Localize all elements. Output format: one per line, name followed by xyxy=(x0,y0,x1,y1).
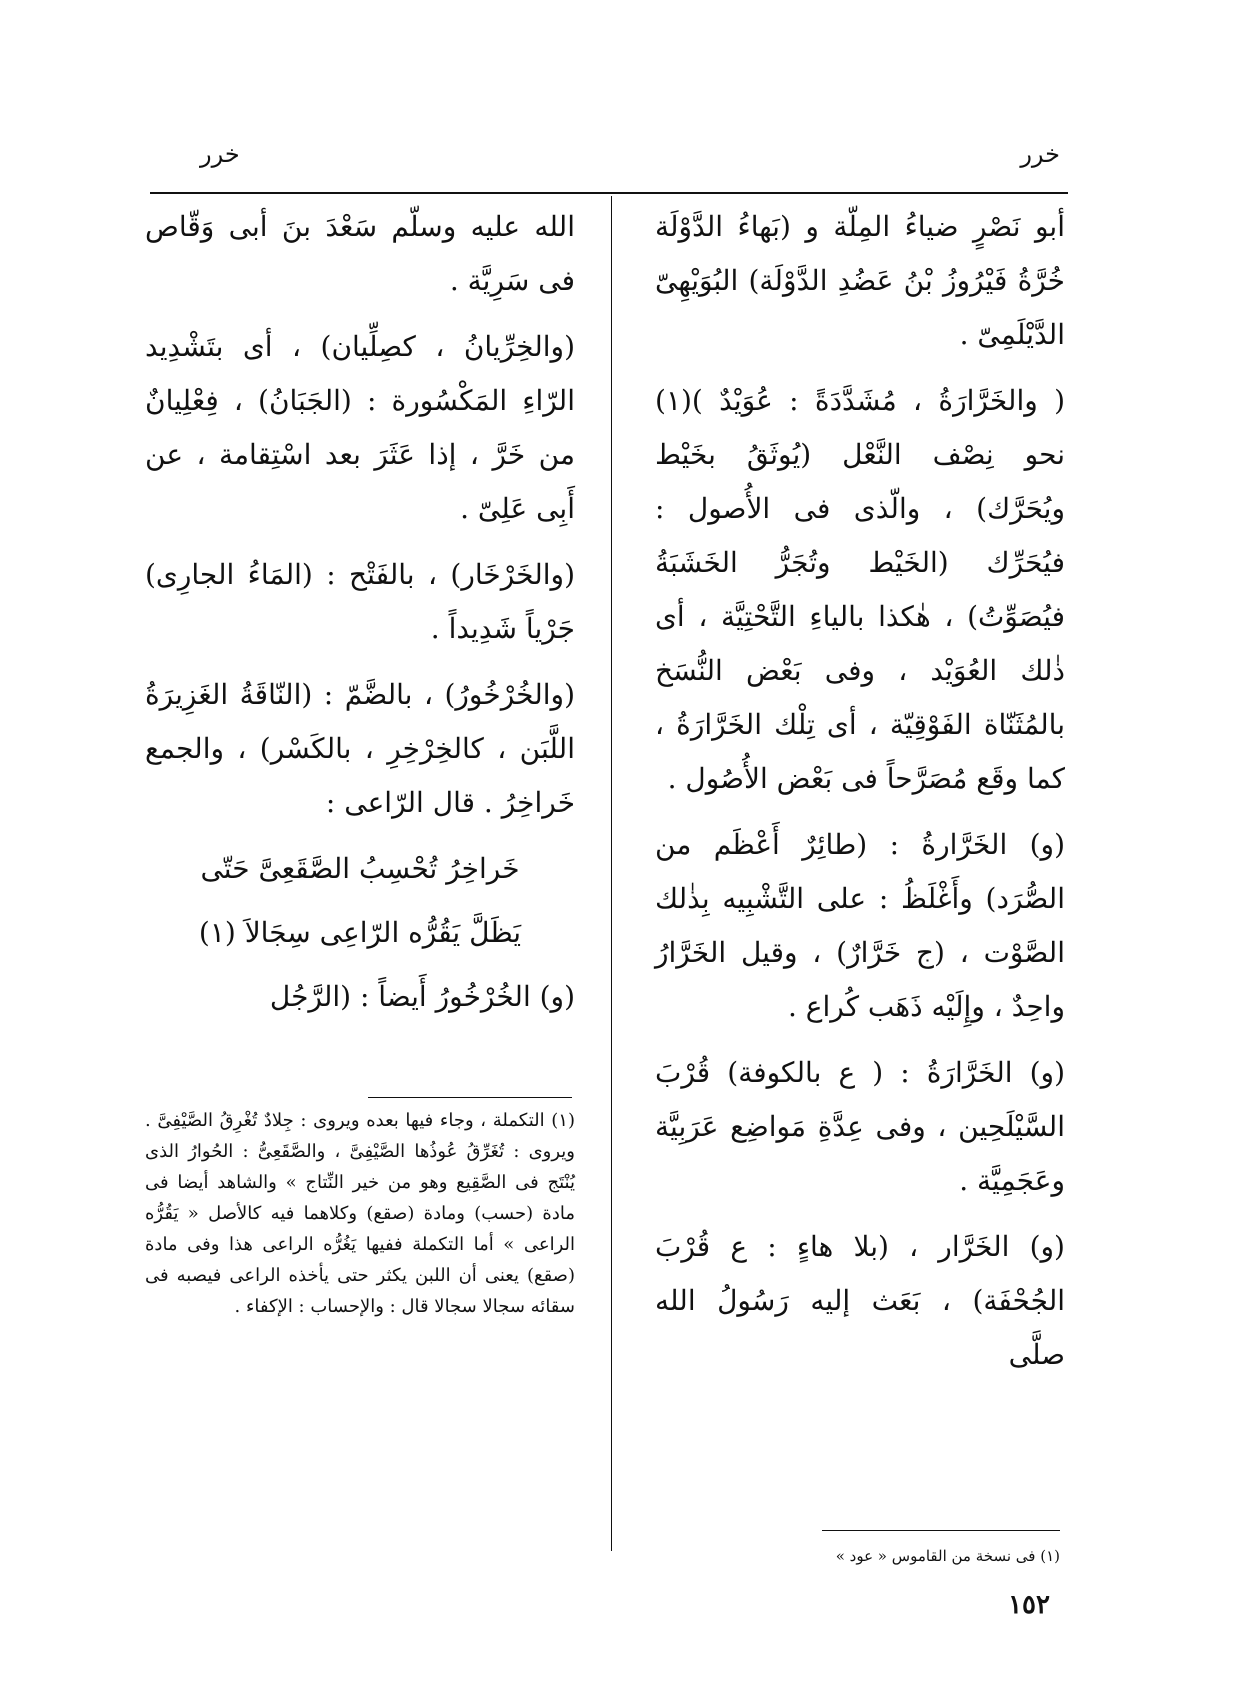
verse-line-2: يَظَلَّ يَقُرُّه الرّاعِى سِجَالاَ (١) xyxy=(198,916,522,949)
footnote-left: (١) التكملة ، وجاء فيها بعده ويروى : جِلادٌ تُغْرِقُ الصَّيْفِىَّ . ويروى : تُغَرِّقُ عُوذُها الصَّيْفِىَّ ، والصَّقَعِىُّ : الحُوارُ الذى يُنْتَج فى الصَّقِيع وهو من خير النِّتاج » والشاهد أيضا فى مادة (حسب) ومادة (صقع) وكلاهما فيه كالأصل « يَقُرُّه الراعى » أما التكملة ففيها يَغُرُّه الراعى هذا وفى مادة (صقع) يعنى أن اللبن يكثر حتى يأخذه الراعى فيصبه فى سقائه سجالا سجالا قال : والإحساب : الإكفاء . xyxy=(145,1110,575,1317)
footnote-rule-left xyxy=(368,1097,572,1098)
left-paragraph-1: الله عليه وسلّم سَعْدَ بنَ أبى وَقّاص فى سَرِيَّة . xyxy=(145,210,575,297)
right-paragraph-1: أبو نَصْرٍ ضياءُ المِلّة و (بَهاءُ الدَّوْلَة خُرَّةُ فَيْرُوزُ بْنُ عَضُدِ الدَّوْلَة) البُوَيْهِىّ الدَّيْلَمِىّ . xyxy=(655,210,1065,351)
right-paragraph-4: (و) الخَرَّارَةُ : ( ع بالكوفة) قُرْبَ السَّيْلَحِين ، وفى عِدَّةِ مَواضِع عَرَبِيَّة وعَجَمِيَّة . xyxy=(655,1056,1065,1197)
left-column xyxy=(145,200,575,1036)
left-paragraph-3: (والخَرْخَار) ، بالفَتْح : (المَاءُ الجارِى) جَرْياً شَدِيداً . xyxy=(145,558,575,645)
header-rule xyxy=(150,192,1068,194)
footnote-right: (١) فى نسخة من القاموس « عود » xyxy=(835,1547,1060,1565)
verse-line-1: خَراخِرُ تُحْسِبُ الصَّقَعِىَّ حَتّى xyxy=(200,852,520,885)
right-paragraph-3: (و) الخَرَّارةُ : (طائِرٌ أَعْظَم من الصُّرَد) وأَغْلَظُ : على التَّشْبِيه بِذٰلك الصَّوْت ، (ج خَرَّارٌ) ، وقيل الخَرَّارُ واحِدٌ ، وإِلَيْه ذَهَب كُراع . xyxy=(655,828,1065,1023)
left-paragraph-5: (و) الخُرْخُورُ أَيضاً : (الرَّجُل xyxy=(269,980,575,1013)
right-paragraph-5: (و) الخَرَّار ، (بلا هاءٍ : ع قُرْبَ الجُحْفَة) ، بَعَث إليه رَسُولُ الله صلَّى xyxy=(655,1230,1065,1371)
running-head-right: خرر xyxy=(1020,140,1060,168)
right-paragraph-2: ( والخَرَّارَةُ ، مُشَدَّدَةً : عُوَيْدٌ )(١) نحو نِصْف النَّعْل (يُوثَقُ بخَيْط ويُحَرَّك) ، والّذى فى الأُصول : فيُحَرِّك (الخَيْط وتُجَرُّ الخَشَبَةُ فيُصَوِّتُ) ، هٰكذا بالياءِ التَّحْتِيَّة ، أى ذٰلك العُوَيْد ، وفى بَعْض النُّسَخ بالمُثَنّاة الفَوْقِيّة ، أى تِلْك الخَرَّارَةُ ، كما وقَع مُصَرَّحاً فى بَعْض الأُصُول . xyxy=(655,384,1065,795)
column-divider xyxy=(611,196,612,1551)
page-number: ١٥٢ xyxy=(1008,1590,1050,1620)
running-head-left: خرر xyxy=(200,140,240,168)
left-paragraph-4: (والخُرْخُورُ) ، بالضَّمّ : (النّاقَةُ الغَزِيرَةُ اللَّبَن ، كالخِرْخِرِ ، بالكَسْر) ، والجمع خَراخِرُ . قال الرّاعى : xyxy=(145,678,575,819)
footnote-rule-right xyxy=(822,1530,1060,1531)
right-column xyxy=(655,200,1065,1394)
left-paragraph-2: (والخِرِّيانُ ، كصِلِّيان) ، أى بتَشْدِيد الرّاءِ المَكْسُورة : (الجَبَانُ) ، فِعْلِيانٌ من خَرَّ ، إذا عَثَرَ بعد اسْتِقامة ، عن أَبِى عَلِىّ . xyxy=(145,330,575,525)
